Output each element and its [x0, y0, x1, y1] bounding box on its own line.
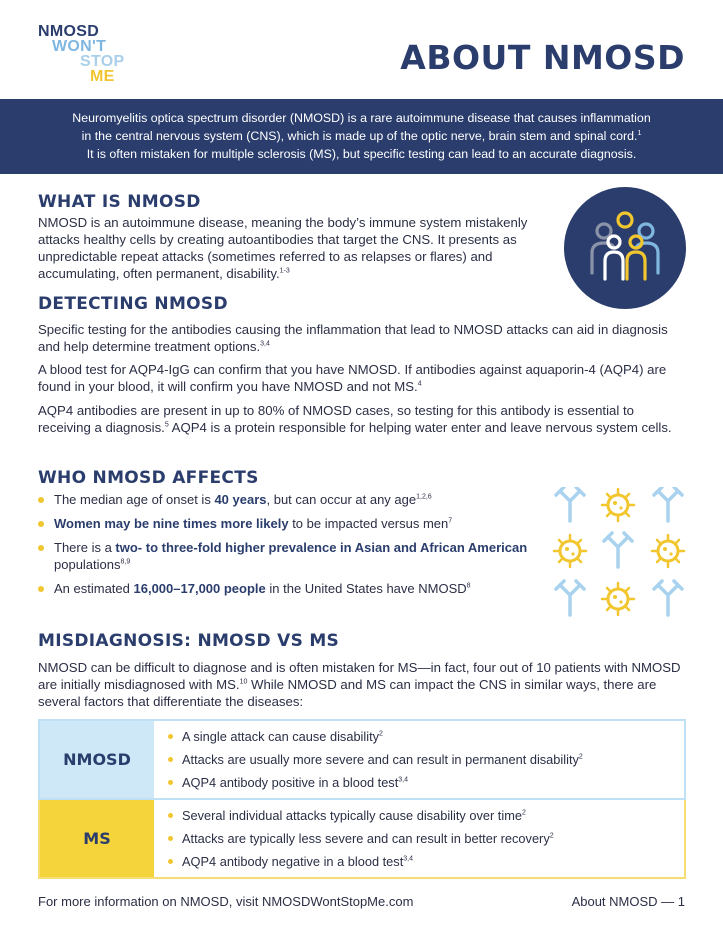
virus-icon — [554, 535, 586, 567]
antibody-icon — [604, 533, 632, 567]
logo-line-1: NMOSD — [38, 23, 100, 40]
logo-line-4: ME — [90, 68, 115, 85]
section-heading-what-is: WHAT IS NMOSD — [38, 192, 201, 212]
antibody-icon — [654, 581, 682, 615]
virus-icon — [602, 583, 634, 615]
banner-line-1: Neuromyelitis optica spectrum disorder (NMOSD) is a rare autoimmune disease that causes inflammation — [72, 111, 651, 125]
list-item: The median age of onset is 40 years, but can occur at any age$^{1,2,6}$ — [38, 491, 538, 508]
list-item: Attacks are typically less severe and can result in better recovery$^2$ — [168, 830, 674, 847]
list-item: Attacks are usually more severe and can result in permanent disability$^2$ — [168, 751, 674, 768]
list-item: AQP4 antibody negative in a blood test$^{3,4}$ — [168, 853, 674, 870]
list-item: There is a two- to three-fold higher prevalence in Asian and African American populations$^{8,9}$ — [38, 539, 538, 573]
footer-website-text: For more information on NMOSD, visit NMOSDWontStopMe.com — [38, 894, 414, 909]
row-label-nmosd: NMOSD — [40, 721, 154, 798]
antibody-icon — [556, 581, 584, 615]
brand-logo — [38, 24, 130, 84]
section-heading-misdiagnosis: MISDIAGNOSIS: NMOSD VS MS — [38, 631, 340, 651]
banner-line-2: in the central nervous system (CNS), which is made up of the optic nerve, brain stem and spinal cord.$^1$ — [81, 129, 642, 143]
list-item: Several individual attacks typically cause disability over time$^2$ — [168, 807, 674, 824]
page-title: ABOUT NMOSD — [400, 38, 685, 77]
banner-line-3: It is often mistaken for multiple sclerosis (MS), but specific testing can lead to an accurate diagnosis. — [86, 147, 637, 161]
section-heading-detecting: DETECTING NMOSD — [38, 294, 228, 314]
misdiagnosis-paragraph: NMOSD can be difficult to diagnose and is often mistaken for MS—in fact, four out of 10 patients with NMOSD are initially misdiagnosed with MS.$^{10}$ While NMOSD and MS can impact the CNS in similar ways, there are several factors that differentiate the diseases: — [38, 660, 681, 709]
list-item: Women may be nine times more likely to be impacted versus men$^7$ — [38, 515, 538, 532]
intro-banner — [0, 99, 723, 174]
row-label-ms: MS — [40, 800, 154, 877]
comparison-table — [38, 719, 686, 879]
list-item: A single attack can cause disability$^2$ — [168, 728, 674, 745]
section-heading-affects: WHO NMOSD AFFECTS — [38, 468, 259, 488]
detecting-paragraph-3: AQP4 antibodies are present in up to 80% of NMOSD cases, so testing for this antibody is essential to receiving a diagnosis.$^5$ AQP4 is a protein responsible for helping water enter and leave nervous system cells. — [38, 403, 672, 435]
comparison-row-nmosd — [38, 719, 686, 800]
detecting-paragraph-1: Specific testing for the antibodies causing the inflammation that lead to NMOSD attacks can aid in diagnosis and help determine treatment options.$^{3,4}$ — [38, 322, 668, 354]
virus-icon — [602, 489, 634, 521]
detecting-paragraph-2: A blood test for AQP4-IgG can confirm that you have NMOSD. If antibodies against aquaporin-4 (AQP4) are found in your blood, it will confirm you have NMOSD and not MS.$^4$ — [38, 362, 667, 394]
virus-icon — [652, 535, 684, 567]
list-item: An estimated 16,000–17,000 people in the United States have NMOSD$^8$ — [38, 580, 538, 597]
antibody-icon — [654, 487, 682, 521]
people-group-icon — [564, 187, 686, 309]
antibody-icon — [556, 487, 584, 521]
comparison-row-ms — [38, 800, 686, 879]
logo-line-3: STOP — [80, 53, 125, 70]
list-item: AQP4 antibody positive in a blood test$^{3,4}$ — [168, 774, 674, 791]
antibody-virus-icon-grid — [552, 487, 692, 617]
footer-page-label: About NMOSD — 1 — [571, 894, 685, 909]
logo-line-2: WON'T — [52, 38, 107, 55]
affects-list — [38, 491, 538, 604]
what-is-paragraph: NMOSD is an autoimmune disease, meaning the body’s immune system mistakenly attacks healthy cells by creating autoantibodies that target the CNS. It presents as unpredictable repeat attacks (sometimes referred to as relapses or flares) and accumulating, often permanent, disability.$^{1-3}$ — [38, 215, 528, 281]
